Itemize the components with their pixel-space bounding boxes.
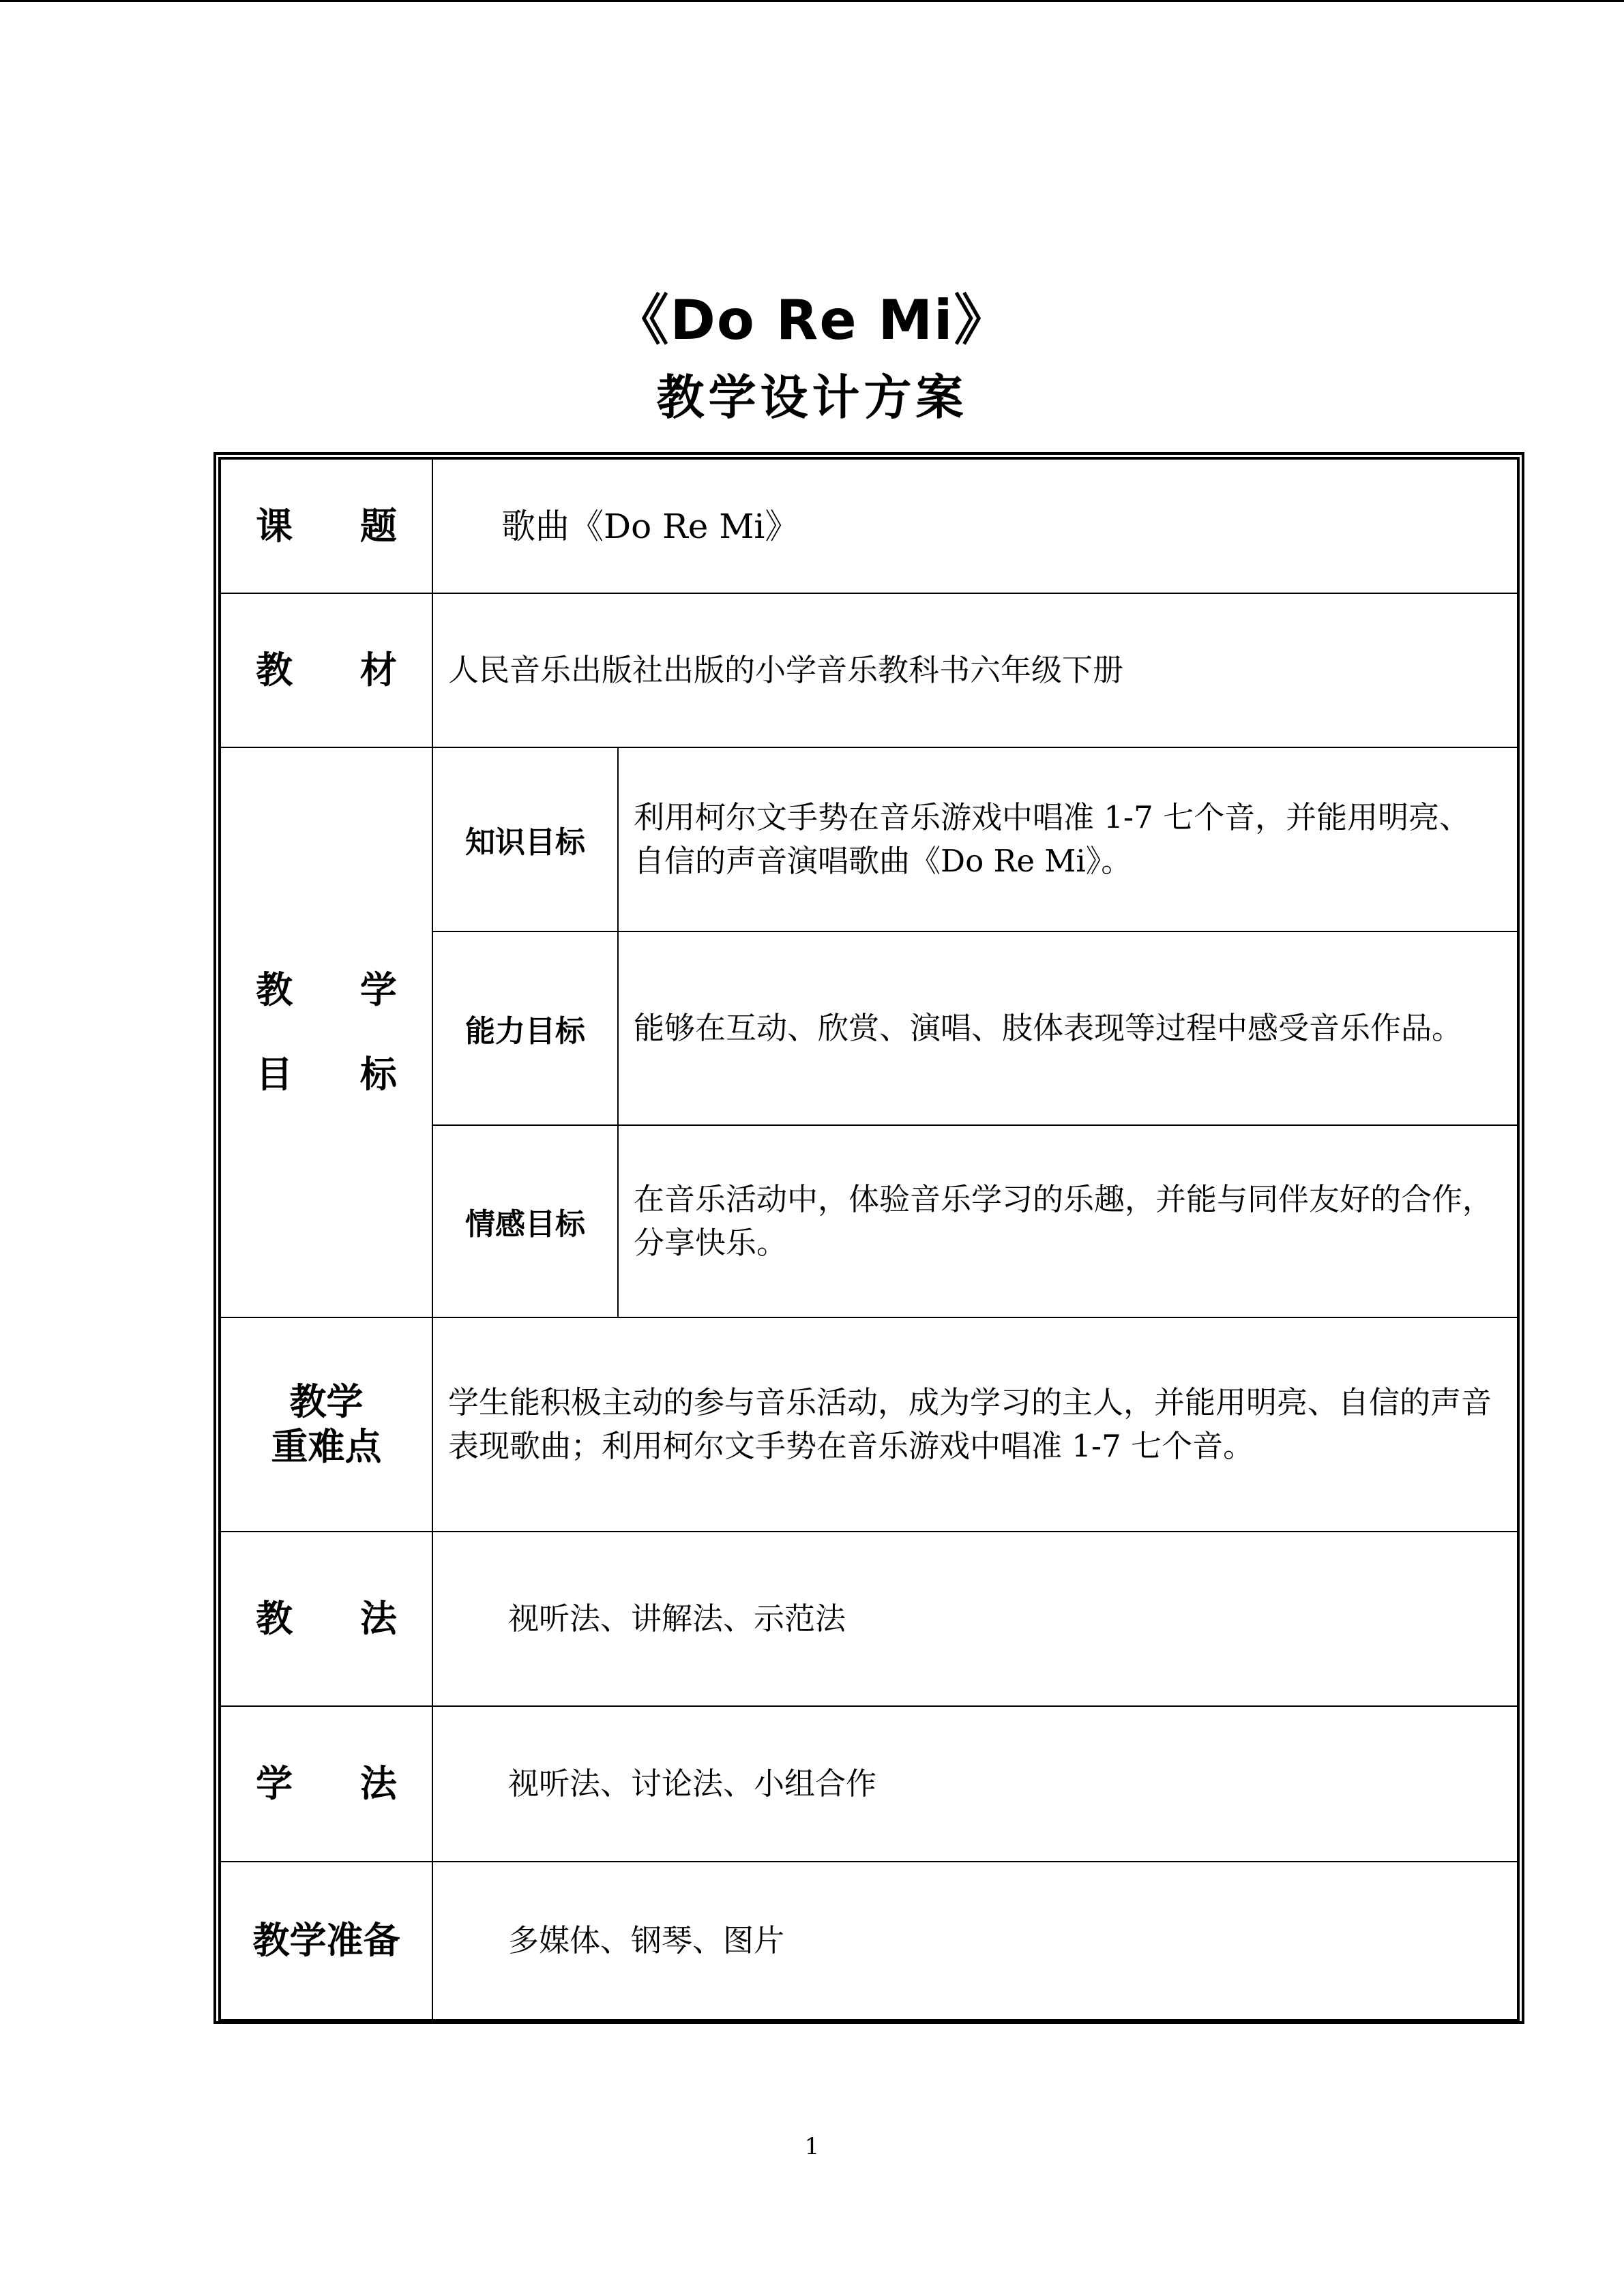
- objective-knowledge-value: 利用柯尔文手势在音乐游戏中唱准 1-7 七个音，并能用明亮、自信的声音演唱歌曲《Do Re Mi》。: [618, 747, 1518, 931]
- key-points-label: [220, 1317, 432, 1532]
- objectives-label-line1: 教 学: [256, 968, 424, 1011]
- table-row-teaching-method: [220, 1532, 1518, 1706]
- table-row-objective-knowledge: [220, 747, 1518, 931]
- material-label: 教 材: [220, 593, 432, 747]
- lesson-plan-table: [218, 457, 1520, 2022]
- document-title: 《Do Re Mi》: [614, 288, 1010, 352]
- key-points-label-line1: 教学: [289, 1380, 364, 1423]
- title-block: [0, 286, 1624, 428]
- preparation-value: 多媒体、钢琴、图片: [432, 1862, 1518, 2021]
- table-row-learning-method: [220, 1706, 1518, 1862]
- topic-value: 歌曲《Do Re Mi》: [432, 458, 1518, 593]
- learning-method-label: 学 法: [220, 1706, 432, 1862]
- learning-method-value: 视听法、讨论法、小组合作: [432, 1706, 1518, 1862]
- table-row-preparation: [220, 1862, 1518, 2021]
- objective-ability-label: 能力目标: [432, 931, 618, 1125]
- material-value: 人民音乐出版社出版的小学音乐教科书六年级下册: [432, 593, 1518, 747]
- objective-ability-value: 能够在互动、欣赏、演唱、肢体表现等过程中感受音乐作品。: [618, 931, 1518, 1125]
- table-row-topic: [220, 458, 1518, 593]
- table-row-material: [220, 593, 1518, 747]
- objectives-label: [220, 747, 432, 1317]
- document-subtitle: 教学设计方案: [656, 370, 968, 426]
- teaching-method-value: 视听法、讲解法、示范法: [432, 1532, 1518, 1706]
- topic-label: 课 题: [220, 458, 432, 593]
- table-row-key-points: [220, 1317, 1518, 1532]
- page-number: 1: [804, 2133, 820, 2160]
- objectives-label-line2: 目 标: [256, 1053, 424, 1096]
- page-top-border: [0, 0, 1624, 2]
- key-points-value: 学生能积极主动的参与音乐活动，成为学习的主人，并能用明亮、自信的声音表现歌曲；利用柯尔文手势在音乐游戏中唱准 1-7 七个音。: [432, 1317, 1518, 1532]
- objective-emotion-value: 在音乐活动中，体验音乐学习的乐趣，并能与同伴友好的合作，分享快乐。: [618, 1125, 1518, 1317]
- teaching-method-label: 教 法: [220, 1532, 432, 1706]
- preparation-label: 教学准备: [220, 1862, 432, 2021]
- objective-knowledge-label: 知识目标: [432, 747, 618, 931]
- key-points-label-line2: 重难点: [271, 1425, 382, 1468]
- objective-emotion-label: 情感目标: [432, 1125, 618, 1317]
